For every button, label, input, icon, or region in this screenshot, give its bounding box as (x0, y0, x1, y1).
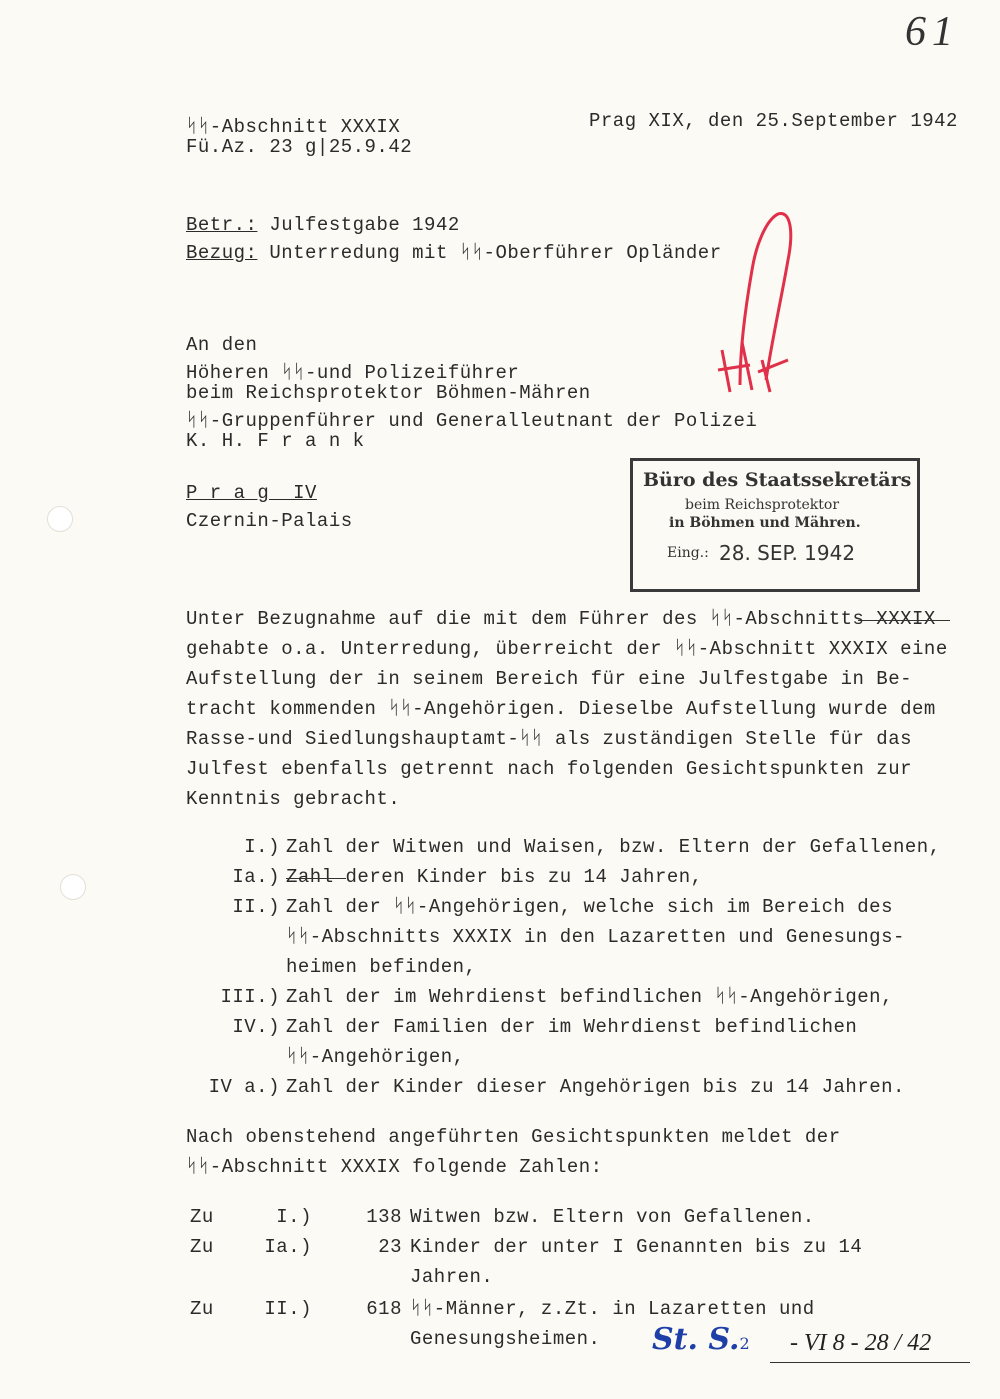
point-text: Zahl der Familien der im Wehrdienst befindlichen (286, 1016, 858, 1038)
address-line: Höheren ᛋᛋ-und Polizeiführer (186, 362, 520, 384)
stamp-line: in Böhmen und Mähren. (669, 515, 861, 531)
report-intro-line: Nach obenstehend angeführten Gesichtspunkten meldet der (186, 1126, 841, 1148)
body-line: Unter Bezugnahme auf die mit dem Führer des ᛋᛋ-Abschnitts XXXIX (186, 608, 936, 630)
stamp-office: Büro des Staatssekretärs (643, 469, 912, 491)
reference-text: Unterredung mit ᛋᛋ-Oberführer Opländer (269, 242, 722, 264)
figure-text: Witwen bzw. Eltern von Gefallenen. (410, 1206, 815, 1228)
stamp-received-label: Eing.: (667, 545, 709, 561)
punch-hole-top (47, 506, 73, 532)
point-text: Zahl der im Wehrdienst befindlichen ᛋᛋ-Angehörigen, (286, 986, 893, 1008)
point-number: IV.) (232, 1016, 280, 1038)
figure-ref: Ia.) (264, 1236, 312, 1258)
body-line: tracht kommenden ᛋᛋ-Angehörigen. Dieselbe Aufstellung wurde dem (186, 698, 936, 720)
address-city: P r a g IV (186, 482, 317, 504)
point-number: I.) (244, 836, 280, 858)
point-text: Zahl der Witwen und Waisen, bzw. Eltern der Gefallenen, (286, 836, 941, 858)
page-number: 61 (905, 9, 959, 55)
point-text: heimen befinden, (286, 956, 477, 978)
punch-hole-bottom (60, 874, 86, 900)
subject-label: Betr.: (186, 214, 258, 236)
figure-zu: Zu (190, 1298, 214, 1320)
office-name: ᛋᛋ-Abschnitt XXXIX (186, 116, 401, 138)
point-number: Ia.) (232, 866, 280, 888)
body-line: gehabte o.a. Unterredung, überreicht der ᛋᛋ-Abschnitt XXXIX eine (186, 638, 948, 660)
file-stamp (652, 1322, 750, 1357)
figure-zu: Zu (190, 1236, 214, 1258)
figure-count: 618 (366, 1298, 402, 1320)
point-text: Zahl der Kinder dieser Angehörigen bis zu 14 Jahren. (286, 1076, 905, 1098)
point-number: IV a.) (208, 1076, 280, 1098)
figure-count: 138 (366, 1206, 402, 1228)
recipient-name: K. H. F r a n k (186, 430, 365, 452)
figure-text: Jahren. (410, 1266, 494, 1288)
figure-count: 23 (378, 1236, 402, 1258)
body-line: Aufstellung der in seinem Bereich für eine Julfestgabe in Be- (186, 668, 913, 690)
body-line: Julfest ebenfalls getrennt nach folgenden Gesichtspunkten zur (186, 758, 913, 780)
strikethrough (286, 878, 346, 879)
underline (770, 1362, 970, 1363)
point-text: Zahl deren Kinder bis zu 14 Jahren, (286, 866, 703, 888)
body-line: Kenntnis gebracht. (186, 788, 401, 810)
stamp-line: beim Reichsprotektor (685, 497, 840, 513)
received-stamp (630, 458, 920, 592)
point-text: ᛋᛋ-Angehörigen, (286, 1046, 465, 1068)
file-reference: Fü.Az. 23 g|25.9.42 (186, 136, 413, 158)
figure-ref: II.) (264, 1298, 312, 1320)
point-number: III.) (220, 986, 280, 1008)
figure-zu: Zu (190, 1206, 214, 1228)
figure-text: Genesungsheimen. (410, 1328, 601, 1350)
figure-text: ᛋᛋ-Männer, z.Zt. in Lazaretten und (410, 1298, 815, 1320)
address-line: beim Reichsprotektor Böhmen-Mähren (186, 382, 591, 404)
address-line: ᛋᛋ-Gruppenführer und Generalleutnant der Polizei (186, 410, 758, 432)
address-line: An den (186, 334, 258, 356)
figure-ref: I.) (276, 1206, 312, 1228)
strikethrough (858, 620, 950, 621)
reference-line (186, 238, 722, 268)
subject-line (186, 210, 460, 240)
point-number: II.) (232, 896, 280, 918)
figure-text: Kinder der unter I Genannten bis zu 14 (410, 1236, 863, 1258)
file-stamp-prefix: St. S. (652, 1322, 740, 1357)
reference-label: Bezug: (186, 242, 258, 264)
red-pencil-mark (700, 200, 810, 400)
report-intro-line: ᛋᛋ-Abschnitt XXXIX folgende Zahlen: (186, 1156, 603, 1178)
point-text: Zahl der ᛋᛋ-Angehörigen, welche sich im Bereich des (286, 896, 893, 918)
point-text: ᛋᛋ-Abschnitts XXXIX in den Lazaretten und Genesungs- (286, 926, 905, 948)
body-line: Rasse-und Siedlungshauptamt-ᛋᛋ als zuständigen Stelle für das (186, 728, 913, 750)
place-and-date: Prag XIX, den 25.September 1942 (589, 110, 958, 132)
subject-text: Julfestgabe 1942 (269, 214, 460, 236)
file-stamp-sub: 2 (739, 1334, 750, 1353)
address-street: Czernin-Palais (186, 510, 353, 532)
file-number-handwritten: - VI 8 - 28 / 42 (790, 1330, 932, 1356)
stamp-received-date: 28. SEP. 1942 (719, 541, 856, 565)
red-pencil-text: h II (714, 379, 734, 394)
